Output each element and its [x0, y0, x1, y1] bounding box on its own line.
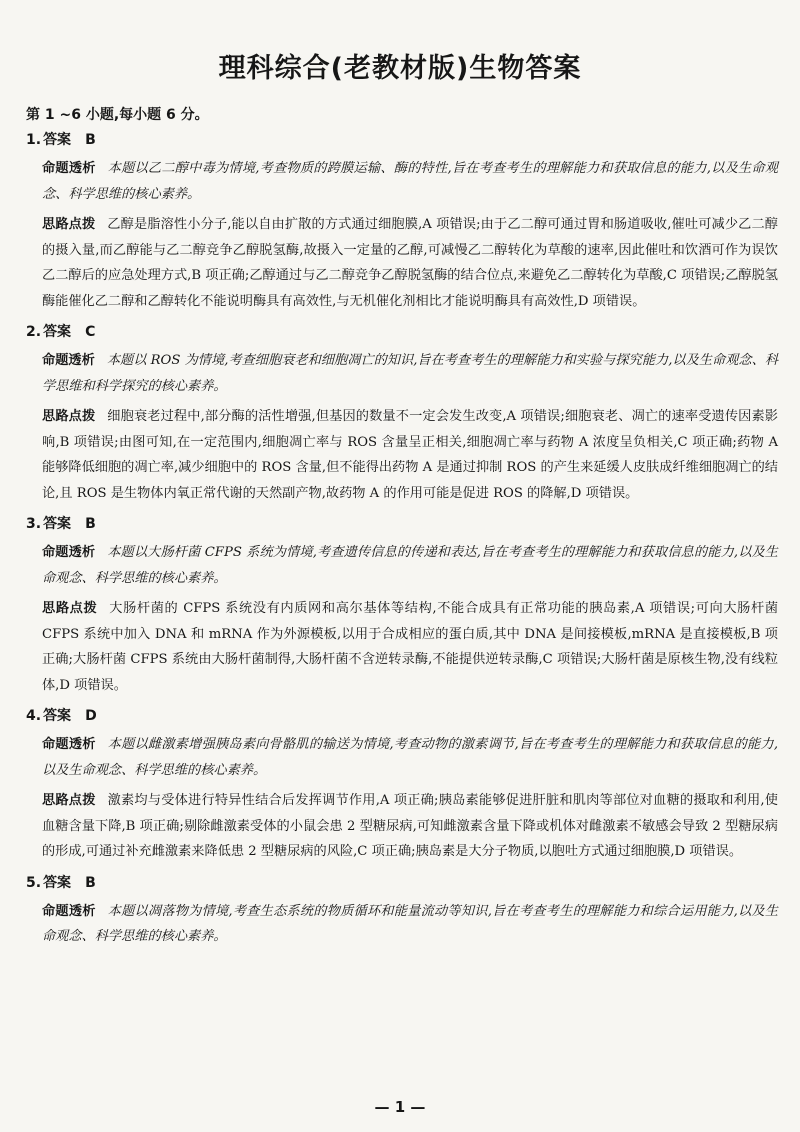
hint-text: 细胞衰老过程中,部分酶的活性增强,但基因的数量不一定会发生改变,A 项错误;细胞衰老、凋亡的速率受遗传因素影响,B 项错误;由图可知,在一定范围内,细胞凋亡率与 ROS 含量呈正相关,细胞凋亡率与药物 A 浓度呈负相关,C 项正确;药物 A 能够降低细胞的凋亡率,减少细胞中的 ROS 含量,但不能得出药物 A 是通过抑制 ROS 的产生来延缓人皮肤成纤维细胞凋亡的结论,且 ROS 是生物体内氧正常代谢的天然副产物,故药物 A 的作用可能是促进 ROS 的降解,D 项错误。 — [42, 409, 778, 501]
answer-label: 答案 — [43, 708, 72, 724]
analysis-text: 本题以凋落物为情境,考查生态系统的物质循环和能量流动等知识,旨在考查考生的理解能力和综合运用能力,以及生命观念、科学思维的核心素养。 — [42, 903, 779, 944]
page-title: 理科综合(老教材版)生物答案 — [218, 53, 582, 84]
hint-label: 思路点拨 — [42, 601, 98, 616]
answer-line — [26, 320, 778, 344]
question-number: 3. — [26, 516, 42, 532]
question-2 — [26, 320, 778, 506]
question-number: 5. — [26, 874, 42, 891]
question-number: 2. — [26, 324, 42, 340]
analysis-label: 命题透析 — [42, 737, 96, 752]
question-number: 4. — [26, 708, 42, 724]
question-4 — [26, 704, 778, 865]
page-number: — 1 — — [374, 1098, 426, 1116]
answer-label: 答案 — [43, 874, 72, 891]
question-number: 1. — [26, 132, 42, 148]
analysis-label: 命题透析 — [42, 353, 95, 368]
answer-value: D — [85, 708, 97, 724]
analysis-paragraph — [26, 732, 778, 783]
hint-label: 思路点拨 — [42, 217, 96, 232]
hint-paragraph — [26, 788, 778, 865]
answer-line — [26, 512, 778, 536]
analysis-paragraph — [26, 899, 778, 950]
analysis-label: 命题透析 — [42, 545, 96, 560]
answer-value: B — [85, 874, 96, 891]
answer-line — [26, 704, 778, 728]
analysis-text: 本题以 ROS 为情境,考查细胞衰老和细胞凋亡的知识,旨在考查考生的理解能力和实验与探究能力,以及生命观念、科学思维和科学探究的核心素养。 — [42, 353, 779, 394]
hint-label: 思路点拨 — [42, 793, 96, 808]
answer-label: 答案 — [43, 516, 72, 532]
answer-line — [26, 128, 778, 152]
analysis-paragraph — [26, 156, 778, 207]
hint-label: 思路点拨 — [42, 409, 96, 424]
section-intro: 第 1 ~6 小题,每小题 6 分。 — [26, 107, 209, 123]
question-1 — [26, 128, 778, 314]
hint-text: 大肠杆菌的 CFPS 系统没有内质网和高尔基体等结构,不能合成具有正常功能的胰岛素,A 项错误;可向大肠杆菌 CFPS 系统中加入 DNA 和 mRNA 作为外源模板,以用于合成相应的蛋白质,其中 DNA 是间接模板,mRNA 是直接模板,B 项正确;大肠杆菌 CFPS 系统由大肠杆菌制得,大肠杆菌不含逆转录酶,不能提供逆转录酶,C 项错误;大肠杆菌是原核生物,没有线粒体,D 项错误。 — [42, 601, 779, 693]
analysis-label: 命题透析 — [42, 161, 96, 176]
hint-text: 乙醇是脂溶性小分子,能以自由扩散的方式通过细胞膜,A 项错误;由于乙二醇可通过胃和肠道吸收,催吐可减少乙二醇的摄入量,而乙醇能与乙二醇竞争乙醇脱氢酶,故摄入一定量的乙醇,可减慢乙二醇转化为草酸的速率,因此催吐和饮酒可作为误饮乙二醇后的应急处理方式,B 项正确;乙醇通过与乙二醇竞争乙醇脱氢酶的结合位点,来避免乙二醇转化为草酸,C 项错误;乙醇脱氢酶能催化乙二醇和乙醇转化不能说明酶具有高效性,与无机催化剂相比才能说明酶具有高效性,D 项错误。 — [42, 217, 778, 309]
answer-label: 答案 — [43, 324, 72, 340]
answer-line — [26, 871, 778, 895]
answer-label: 答案 — [43, 132, 72, 148]
analysis-paragraph — [26, 540, 778, 591]
answer-body — [26, 104, 778, 956]
analysis-text: 本题以大肠杆菌 CFPS 系统为情境,考查遗传信息的传递和表达,旨在考查考生的理解能力和获取信息的能力,以及生命观念、科学思维的核心素养。 — [42, 545, 778, 586]
answer-value: B — [85, 132, 96, 148]
answer-value: B — [85, 516, 96, 532]
analysis-paragraph — [26, 348, 778, 399]
analysis-text: 本题以雌激素增强胰岛素向骨骼肌的输送为情境,考查动物的激素调节,旨在考查考生的理解能力和获取信息的能力,以及生命观念、科学思维的核心素养。 — [42, 737, 779, 778]
question-3 — [26, 512, 778, 698]
hint-paragraph — [26, 212, 778, 314]
question-5 — [26, 871, 778, 950]
hint-paragraph — [26, 404, 778, 506]
hint-text: 激素均与受体进行特异性结合后发挥调节作用,A 项正确;胰岛素能够促进肝脏和肌肉等部位对血糖的摄取和利用,使血糖含量下降,B 项正确;剔除雌激素受体的小鼠会患 2 型糖尿病,可知雌激素含量下降或机体对雌激素不敏感会导致 2 型糖尿病的形成,可通过补充雌激素来降低患 2 型糖尿病的风险,C 项正确;胰岛素是大分子物质,以胞吐方式通过细胞膜,D 项错误。 — [42, 793, 778, 859]
hint-paragraph — [26, 596, 778, 698]
analysis-text: 本题以乙二醇中毒为情境,考查物质的跨膜运输、酶的特性,旨在考查考生的理解能力和获取信息的能力,以及生命观念、科学思维的核心素养。 — [42, 161, 779, 202]
answer-value: C — [85, 324, 96, 340]
analysis-label: 命题透析 — [42, 903, 96, 919]
